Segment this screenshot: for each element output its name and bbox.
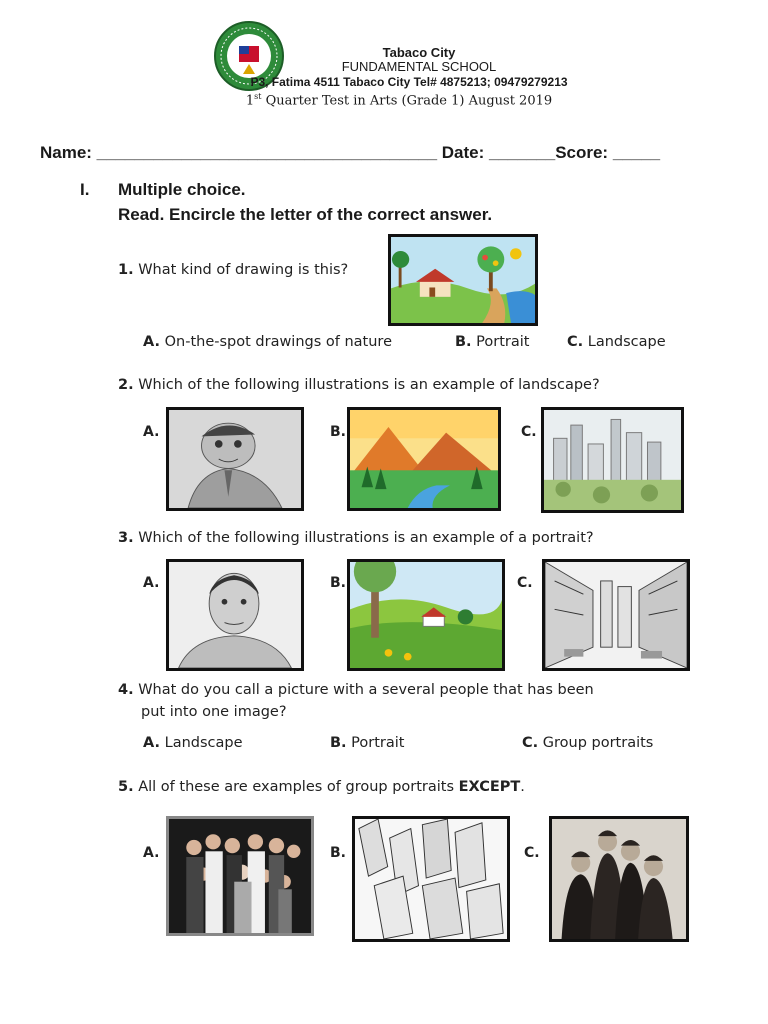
question-text: What kind of drawing is this? <box>138 262 349 278</box>
question-number: 4. <box>118 682 134 698</box>
q1-option-b[interactable] <box>455 334 529 350</box>
section-number: I. <box>80 180 90 199</box>
q3-option-c-street-drawing[interactable] <box>542 559 690 671</box>
q3-option-b-label[interactable]: B. <box>330 575 346 591</box>
q2-option-c-label[interactable]: C. <box>521 424 537 440</box>
header-school: FUNDAMENTAL SCHOOL <box>341 59 497 74</box>
name-date-score-line[interactable]: Name: ____________________________________ Date: _______Score: _____ <box>40 143 661 162</box>
q4-option-a[interactable] <box>143 735 243 751</box>
q2-option-b-mountain-landscape[interactable] <box>347 407 501 511</box>
option-text: Portrait <box>351 735 405 751</box>
header-test-title <box>0 92 768 108</box>
header-city: Tabaco City <box>382 45 456 60</box>
question-1 <box>118 262 348 278</box>
q2-option-a-pencil-portrait[interactable] <box>166 407 304 511</box>
q4-option-b[interactable] <box>330 735 404 751</box>
section-title: Multiple choice. <box>118 180 246 199</box>
q5-option-b-label[interactable]: B. <box>330 845 346 861</box>
question-emphasis: EXCEPT <box>458 779 521 795</box>
question-4-line-2: put into one image? <box>141 704 287 720</box>
option-letter: A. <box>143 735 160 751</box>
question-text: Which of the following illustrations is an example of landscape? <box>138 377 600 393</box>
q1-option-a[interactable] <box>143 334 392 350</box>
q5-option-c-label[interactable]: C. <box>524 845 540 861</box>
option-text: Group portraits <box>542 735 654 751</box>
q2-option-a-label[interactable]: A. <box>143 424 160 440</box>
option-letter: B. <box>330 735 347 751</box>
q1-landscape-drawing <box>388 234 538 326</box>
q5-option-c-vintage-group-photo[interactable] <box>549 816 689 942</box>
question-2 <box>118 377 600 393</box>
question-3 <box>118 530 594 546</box>
question-text-line-1: What do you call a picture with a several people that has been <box>138 682 594 698</box>
q3-option-a-label[interactable]: A. <box>143 575 160 591</box>
option-letter: A. <box>143 334 160 350</box>
q3-option-c-label[interactable]: C. <box>517 575 533 591</box>
option-letter: C. <box>567 334 584 350</box>
option-text: Portrait <box>476 334 530 350</box>
test-title-rest: Quarter Test in Arts (Grade 1) August 2019 <box>261 93 553 109</box>
section-instruction: Read. Encircle the letter of the correct answer. <box>118 205 493 224</box>
q5-option-a-label[interactable]: A. <box>143 845 160 861</box>
test-quarter-suffix: st <box>254 92 262 101</box>
q2-option-b-label[interactable]: B. <box>330 424 346 440</box>
test-quarter-number: 1 <box>245 93 255 109</box>
option-letter: C. <box>522 735 539 751</box>
question-number: 5. <box>118 779 134 795</box>
q4-option-c[interactable] <box>522 735 653 751</box>
option-text: Landscape <box>587 334 666 350</box>
option-letter: B. <box>455 334 472 350</box>
q5-option-a-family-photo[interactable] <box>166 816 314 936</box>
option-text: On-the-spot drawings of nature <box>164 334 392 350</box>
header-address: P3, Fatima 4511 Tabaco City Tel# 4875213; 09479279213 <box>250 75 568 89</box>
option-text: Landscape <box>164 735 243 751</box>
q2-option-c-city-drawing[interactable] <box>541 407 684 513</box>
question-5 <box>118 779 525 795</box>
question-suffix: . <box>520 779 525 795</box>
question-4 <box>118 682 594 698</box>
question-number: 3. <box>118 530 134 546</box>
question-number: 1. <box>118 262 134 278</box>
question-number: 2. <box>118 377 134 393</box>
q5-option-b-city-perspective[interactable] <box>352 816 510 942</box>
question-text: Which of the following illustrations is an example of a portrait? <box>138 530 594 546</box>
q3-option-a-portrait-drawing[interactable] <box>166 559 304 671</box>
q3-option-b-landscape-painting[interactable] <box>347 559 505 671</box>
question-text: All of these are examples of group portraits <box>138 779 459 795</box>
q1-option-c[interactable] <box>567 334 666 350</box>
